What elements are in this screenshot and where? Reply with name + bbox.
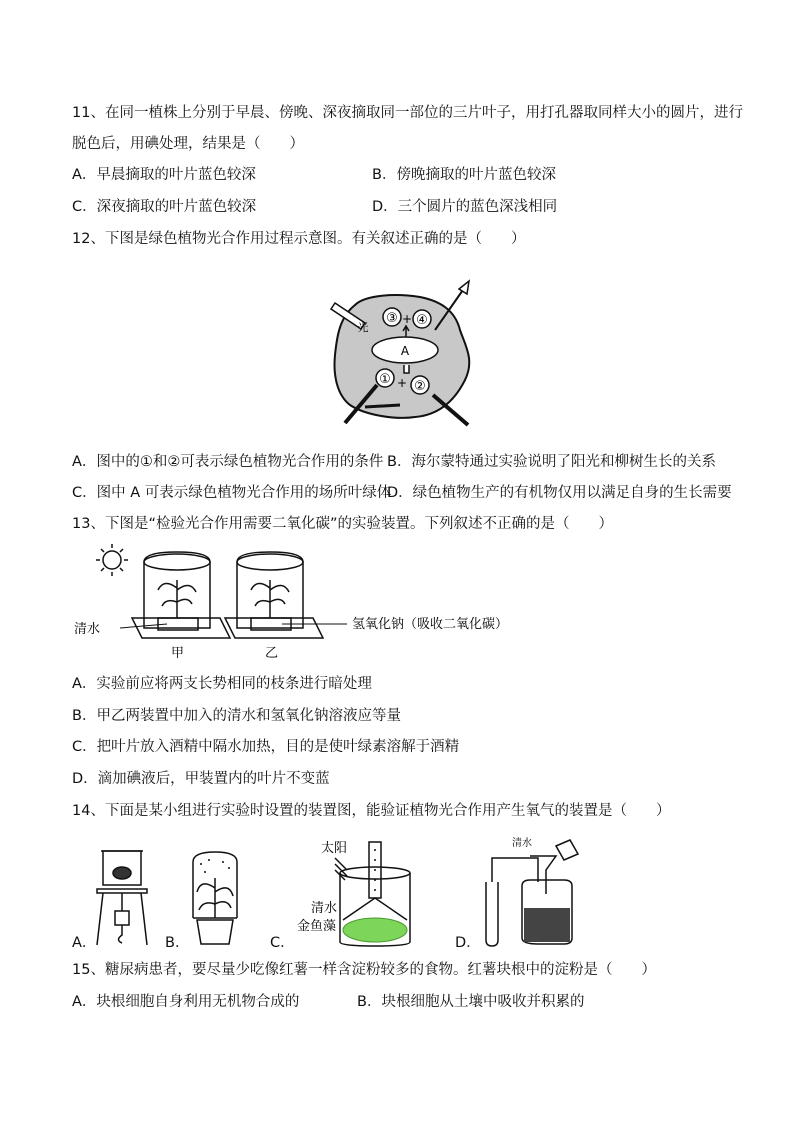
- q13-label-naoh: 氢氧化钠（吸收二氧化碳）: [352, 617, 509, 632]
- circle-3-label: ③: [386, 311, 398, 326]
- q14-stem: 14、下面是某小组进行实验时设置的装置图，能验证植物光合作用产生氧气的装置是（ ）: [72, 803, 671, 819]
- q15-option-a: A．块根细胞自身利用无机物合成的: [72, 994, 300, 1010]
- q15-stem: 15、糖尿病患者，要尽量少吃像红薯一样含淀粉较多的食物。红薯块根中的淀粉是（ ）: [72, 962, 656, 978]
- q13-option-a: A．实验前应将两支长势相同的枝条进行暗处理: [72, 676, 372, 692]
- q12-option-d: D．绿色植物生产的有机物仅用以满足自身的生长需要: [387, 485, 732, 501]
- q14-d-water-label: 清水: [512, 838, 532, 849]
- q11-option-d: D．三个圆片的蓝色深浅相同: [372, 199, 558, 215]
- q13-label-yi: 乙: [265, 646, 279, 661]
- q12-option-c: C．图中 A 可表示绿色植物光合作用的场所叶绿体: [72, 485, 392, 501]
- q14-label-d: D．: [455, 935, 481, 951]
- q13-label-clear-water: 清水: [74, 622, 101, 637]
- q14-apparatus-b: [183, 848, 248, 948]
- q11-stem-line1: 11、在同一植株上分别于早晨、傍晚、深夜摘取同一部位的三片叶子，用打孔器取同样大小的圆片，进行: [72, 105, 743, 121]
- q12-stem: 12、下图是绿色植物光合作用过程示意图。有关叙述正确的是（ ）: [72, 231, 526, 247]
- q13-experiment-diagram: [72, 540, 542, 662]
- circle-1-label: ①: [379, 372, 391, 387]
- q15-option-b: B．块根细胞从土壤中吸收并积累的: [357, 994, 585, 1010]
- plus-bottom: +: [396, 376, 408, 390]
- plus-top: +: [401, 312, 413, 326]
- bell-jar-jia: [132, 552, 230, 638]
- circle-2-label: ②: [414, 379, 426, 394]
- q13-option-d: D．滴加碘液后，甲装置内的叶片不变蓝: [72, 771, 330, 787]
- q14-label-b: B．: [165, 935, 190, 951]
- q12-option-b: B．海尔蒙特通过实验说明了阳光和柳树生长的关系: [387, 454, 716, 470]
- q14-c-water-label: 清水: [311, 901, 338, 916]
- seeds-fill: [524, 908, 570, 942]
- q12-option-a: A．图中的①和②可表示绿色植物光合作用的条件: [72, 454, 384, 470]
- q13-stem: 13、下图是“检验光合作用需要二氧化碳”的实验装置。下列叙述不正确的是（ ）: [72, 516, 613, 532]
- circle-4-label: ④: [416, 313, 428, 328]
- q13-label-jia: 甲: [171, 646, 185, 661]
- goldfish-weed: [343, 918, 407, 942]
- sun-icon: [96, 544, 128, 576]
- q11-option-a: A．早晨摘取的叶片蓝色较深: [72, 167, 256, 183]
- q14-c-sun-label: 太阳: [321, 841, 348, 856]
- q11-option-c: C．深夜摘取的叶片蓝色较深: [72, 199, 257, 215]
- q14-apparatus-c: [295, 838, 425, 950]
- light-label: 光: [357, 321, 369, 334]
- q14-label-c: C．: [270, 935, 295, 951]
- q14-label-a: A．: [72, 935, 97, 951]
- bell-jar-yi: [225, 552, 323, 638]
- q14-apparatus-d: [478, 834, 603, 949]
- q14-apparatus-a: [95, 845, 150, 950]
- q11-stem-line2: 脱色后，用碘处理，结果是（ ）: [72, 136, 304, 152]
- q13-option-b: B．甲乙两装置中加入的清水和氢氧化钠溶液应等量: [72, 708, 401, 724]
- q12-photosynthesis-diagram: [325, 275, 485, 435]
- q14-c-plant-label: 金鱼藻: [297, 919, 337, 934]
- center-label-a: A: [400, 344, 410, 358]
- q13-option-c: C．把叶片放入酒精中隔水加热，目的是使叶绿素溶解于酒精: [72, 739, 460, 755]
- q11-option-b: B．傍晚摘取的叶片蓝色较深: [372, 167, 556, 183]
